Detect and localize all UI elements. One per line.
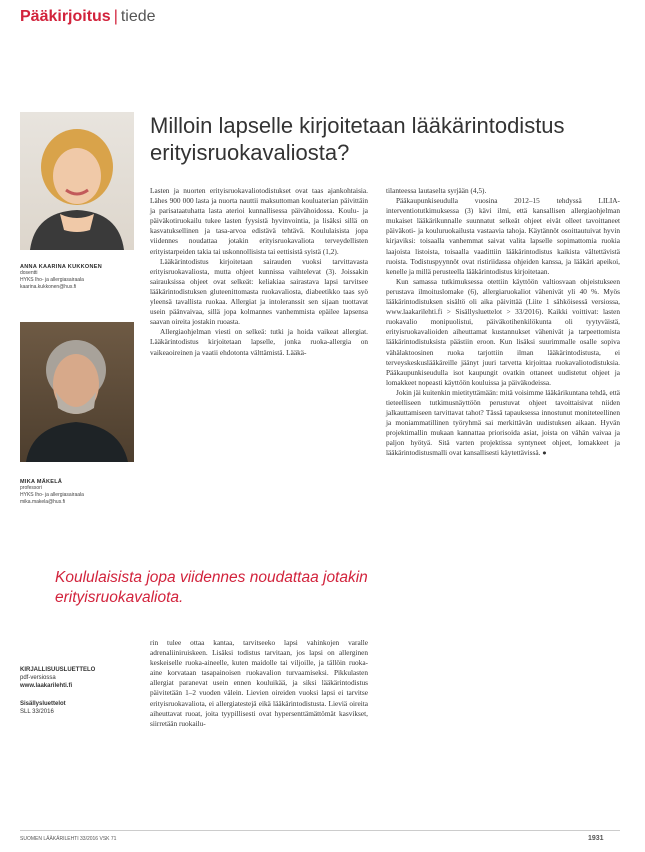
- body-column-1: [150, 186, 368, 358]
- paragraph: Lääkärintodistus kirjoitetaan sairauden vuoksi tarvittavasta erityisruokavaliosta, mutta ohjeet kunnissa vaihtelevat (3). Joissakin sairauksissa ohjeet ovat selkeät: keliakiaa sairastava lapsi tarvitsee lääkärintodistuksen gluteenittomasta ruokavaliosta, diabeetikko taas syö yleensä tavallista ruokaa. Allergiat ja intoleranssit sen sijaan tuottavat usein päänvaivaa, sillä jopa kolmannes vanhemmista epäilee lapsensa saavan oireita jostakin ruoasta.: [150, 256, 368, 327]
- paragraph: Pääkaupunkiseudulla vuosina 2012–15 tehdyssä LILIA-interventiotutkimuksessa (3) kävi ilmi, että kansallisen allergiaohjelman mukaiset lääkärikunnalle suunnatut selkeät ohjeet eivät olleet tavoittaneet päiväkoti- ja kouluruokailusta vastaavia tahoja. Käytännöt osoittautuivat hyvin kirjaviksi: toisaalla vanhemmat saivat valita lapselle sopimattomia ruokia laajoista listoista, toisaalla vaadittiin lääkärintodistus kaikista vältettävistä ruoista. Todistuspyynnöt ovat ristiriidassa ohjeiden kanssa, ja lääkäri apeikoi, kenelle ja millä perusteella lääkärintodistus kirjoitetaan.: [386, 196, 620, 276]
- author-photo-1: [20, 112, 134, 250]
- portrait-woman-icon: [20, 112, 134, 250]
- pull-quote: Koululaisista jopa viidennes noudattaa jotakin erityisruokavaliota.: [55, 569, 368, 606]
- body-column-1-continued: [150, 638, 368, 729]
- section-header: [20, 8, 156, 26]
- references-link[interactable]: www.laakarilehti.fi: [20, 683, 73, 689]
- paragraph: Kun samassa tutkimuksessa otettiin käyttöön valtiosvaan ohjeistukseen perustava ilmoituslomake (6), allergiaruokaliot vähenivät yli 40 %. Myös lääkärintodistuksen sisältö oli aika päivittää (Liite 1 sähköisessä versiossa, www.laakarilehti.fi > Sisällysluettelot > 33/2016). Kaikki voittivat: lasten ruokavalio monipuolistui, päiväkotihenkilökunta oli tyytyväistä, erityisruokavalioiden aiheuttamat kustannukset vähenivät ja tarpeettomista lääkärintodistuksista päästiin eroon. Kun lisäksi suurimmalle osalle sopiva vähälaktoosinen ruoka tarjottiin ilman lääkärintodistusta, ei terveyskeskuslääkäreille jäänyt juuri tarvetta kirjoittaa ruokavaliotodistuksia. Pääkaupunkiseudulla isot kaupungit ovatkin ottaneet uudistetut ohjeet ja lomakkeet nopeasti käyttöön kouluissa ja päiväkodeissa.: [386, 276, 620, 387]
- author-org-1: HYKS Iho- ja allergiasairaala: [20, 277, 84, 283]
- footer-rule: [20, 830, 620, 831]
- toc-heading: Sisällysluettelot: [20, 701, 66, 707]
- subsection-label: tiede: [120, 8, 156, 25]
- paragraph: Allergiaohjelman viesti on selkeä: tutki ja hoida vaikeat allergiat. Lääkärintodistus kirjoitetaan lapselle, jonka ruoka-allergia on vaikeaoireinen ja vaatii ehdotonta välttämistä. Lääkä-: [150, 327, 368, 357]
- body-column-2: [386, 186, 620, 459]
- portrait-man-icon: [20, 322, 134, 462]
- paragraph: rin tulee ottaa kantaa, tarvitseeko lapsi vahinkojen varalle adrenaliiniruiskeen. Lisäksi todistus tarvitaan, jos lapsi on allerginen keskeiselle ruoka-aineelle, kuten maidolle tai viljoille, ja tällöin ruoka-aine korvataan tasapainoisen ruokavalion turvaamiseksi. Pikkulasten allergiat paranevat usein ennen kouluikää, ja siksi lääkärintodistus päivitetään 1–2 vuoden välein. Lievien oireiden vuoksi lapsi ei tarvitse erityisruokavaliota, ei allergiatestejä eikä lääkärintodistusta. Lieviä oireita aiheuttavat ruoat, joita tyypillisesti ovat hypersenttämättömät kasvikset, siirretään ruokailu-: [150, 638, 368, 728]
- author-name-2: MIKA MÄKELÄ: [20, 479, 63, 485]
- article-title: Milloin lapselle kirjoitetaan lääkärintodistus erityisruokavaliosta?: [150, 113, 565, 165]
- author-credit-2: [20, 479, 140, 506]
- page-number: 1931: [588, 835, 604, 842]
- author-email-2: mika.makela@hus.fi: [20, 499, 66, 505]
- footer-publication: SUOMEN LÄÄKÄRILEHTI 33/2016 VSK 71: [20, 836, 117, 842]
- author-org-2: HYKS Iho- ja allergiasairaala: [20, 492, 84, 498]
- author-photo-2: [20, 322, 134, 462]
- author-role-1: dosentti: [20, 270, 38, 276]
- author-email-1: kaarina.kukkonen@hus.fi: [20, 284, 77, 290]
- paragraph: tilanteessa lautaselta syrjään (4,5).: [386, 186, 487, 195]
- author-name-1: ANNA KAARINA KUKKONEN: [20, 264, 102, 270]
- paragraph: Lasten ja nuorten erityisruokavaliotodistukset ovat taas ajankohtaisia. Lähes 900 000 lasta ja nuorta nauttii maksuttoman kouluaterian päivittäin ja parisataatuhatta lasta aterioi kunnallisessa päivähoidossa. Koulu- ja päiväkotiruokailu tukee lasten fyysistä hyvinvointia, ja lisäksi sillä on kasvatuksellinen ja tasa-arvoa edistävä tehtävä. Koululaisista jopa viidennes noudattaa jotakin erityisruokavaliota terveydellisten erityistarpeiden takia tai uskonnollisista tai eettisistä syistä (1,2).: [150, 186, 368, 256]
- paragraph: Jokin jäi kuitenkin mietityttämään: mitä voisimme lääkärikuntana tehdä, että tieteelliseen tutkimusnäyttöön perustuvat ohjeet tavoittaisivat niiden jalkauttamiseen tarvittavat tahot? Tässä tapauksessa innostunut moniteteellinen ja moniammatillinen työryhmä sai merkittävän uudistuksen aikaan. Hyvän projektimallin mukaan kannattaa priorisoida asiat, joista on vähän vaivaa ja paljon hyötyä. Sitä varten projektissa syntyneet ohjeet, lomakkeet ja lääkärintodistusmalli ovat kansallisesti käytettävissä. ●: [386, 387, 620, 458]
- references-heading: KIRJALLISUUSLUETTELO: [20, 667, 96, 673]
- section-label: Pääkirjoitus: [20, 8, 111, 25]
- references-note: pdf-versiossa: [20, 675, 56, 681]
- section-separator: |: [113, 8, 118, 25]
- author-role-2: professori: [20, 485, 42, 491]
- toc-issue: SLL 33/2016: [20, 709, 54, 715]
- references-box: [20, 666, 130, 716]
- author-credit-1: [20, 264, 140, 291]
